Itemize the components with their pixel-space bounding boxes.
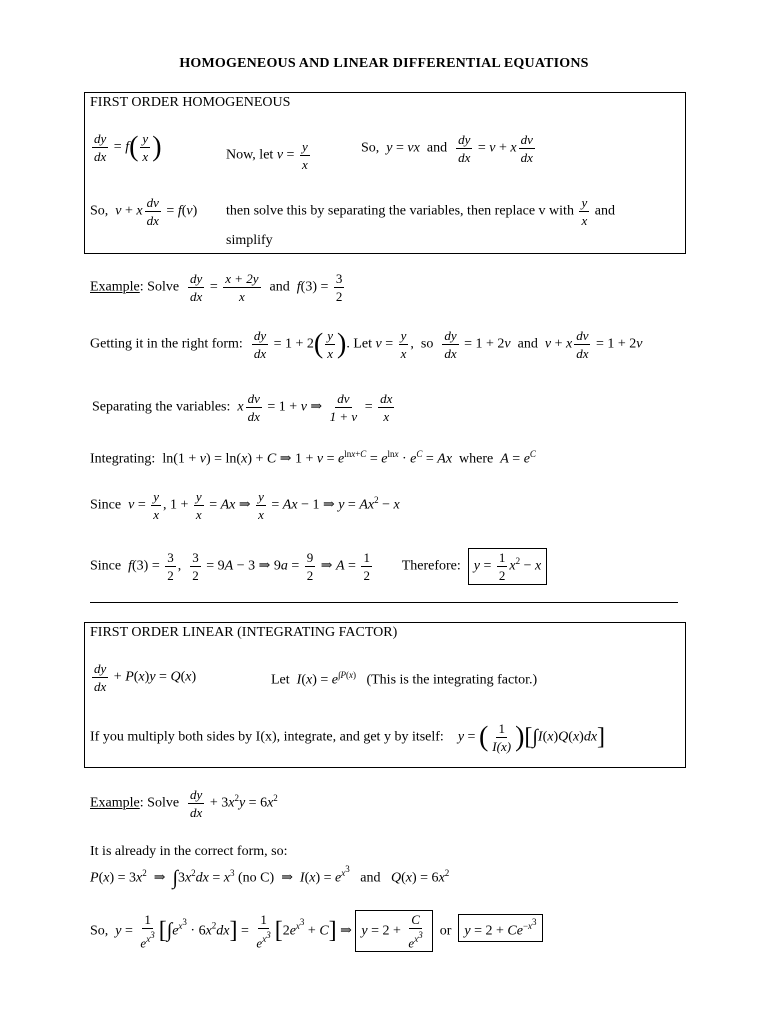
- separating-step: Separating the variables: x $\frac{dv}{dx}$ = 1 + v ⇒ $\frac{dv}{1 + v}$ = $\frac{dx}{x}$: [92, 391, 393, 424]
- homogeneous-heading: FIRST ORDER HOMOGENEOUS: [90, 95, 291, 110]
- linear-solution-formula: If you multiply both sides by I(x), integrate, and get y by itself: y = ( $\frac{1}{I(x)}$ )[∫I(x)Q(x)dx]: [90, 721, 606, 754]
- homogeneous-box: [84, 92, 686, 254]
- page-title: HOMOGENEOUS AND LINEAR DIFFERENTIAL EQUATIONS: [179, 56, 589, 71]
- example2-answer-box-1: y = 2 + $\frac{C}{e^{x^3}}$: [355, 910, 432, 952]
- section-divider: [90, 602, 678, 603]
- example2-solution-step: So, y = $\frac{1}{e^{x^3}}$ $[\int e^{x^3} \cdot 6x^2dx]$ = $\frac{1}{e^{x^3}}$ $[2e^{x^3} + C]$ ⇒ y = 2 + $\frac{C}{e^{x^3}}$ or $y = 2 + Ce^{-x^3}$: [90, 910, 543, 952]
- initial-condition-step: Since f(3) = $\frac{3}{2}$ , $\frac{3}{2}$ = 9A − 3 ⇒ 9a = $\frac{9}{2}$ ⇒ A = $\frac{1}{2}$ Therefore: y = $\frac{1}{2}$ $x^2 - x$: [90, 548, 547, 585]
- separable-instructions: then solve this by separating the variables, then replace v with $\frac{y}{x}$ and: [226, 195, 615, 228]
- linear-standard-form: $\frac{dy}{dx}$ + P(x)y = Q(x): [94, 661, 197, 694]
- integrating-step: Integrating: ln(1 + v) = ln(x) + C ⇒ $1 + v = e^{lnx+C} = e^{lnx} \cdot e^C = Ax$ where $A = e^C$: [90, 449, 536, 467]
- substitution-result: So, y = vx and $\frac{dy}{dx}$ = v + x $\frac{dv}{dx}$: [361, 132, 533, 165]
- separable-form: So, v + x $\frac{dv}{dx}$ = f(v): [90, 195, 198, 228]
- substitution-text: Now, let v = $\frac{y}{x}$: [226, 139, 308, 172]
- example1-answer-box: y = $\frac{1}{2}$ $x^2 - x$: [468, 548, 547, 585]
- linear-heading: FIRST ORDER LINEAR (INTEGRATING FACTOR): [90, 625, 398, 640]
- right-form-step: Getting it in the right form: $\frac{dy}{dx}$ = 1 + 2( $\frac{y}{x}$ ). Let v = $\frac{y}{x}$ , so $\frac{dy}{dx}$ = 1 + 2v and v + x $\frac{dv}{dx}$ = 1 + 2v: [90, 328, 643, 361]
- substitute-back-step: Since v = $\frac{y}{x}$ , 1 + $\frac{y}{x}$ = Ax ⇒ $\frac{y}{x}$ = Ax − 1 ⇒ $y = Ax^2 - x$: [90, 489, 400, 522]
- integrating-factor-definition: Let $I(x) = e^{\int P(x)}$ (This is the integrating factor.): [271, 670, 538, 688]
- example2-pq-step: $P(x) = 3x^2$ ⇒ $\int 3x^2dx = x^3$ (no C) ⇒ $I(x) = e^{x^3}$ and $Q(x) = 6x^2$: [90, 864, 450, 889]
- example1-statement: Example: Solve $\frac{dy}{dx}$ = $\frac{x + 2y}{x}$ and f(3) = $\frac{3}{2}$: [90, 271, 343, 304]
- example2-statement: Example: Solve $\frac{dy}{dx}$ + $3x^2y = 6x^2$: [90, 787, 278, 820]
- correct-form-text: It is already in the correct form, so:: [90, 844, 288, 859]
- simplify-text: simplify: [226, 233, 273, 248]
- homogeneous-definition: $\frac{dy}{dx}$ = f( $\frac{y}{x}$ ): [94, 131, 162, 164]
- example2-answer-box-2: $y = 2 + Ce^{-x^3}$: [458, 914, 542, 943]
